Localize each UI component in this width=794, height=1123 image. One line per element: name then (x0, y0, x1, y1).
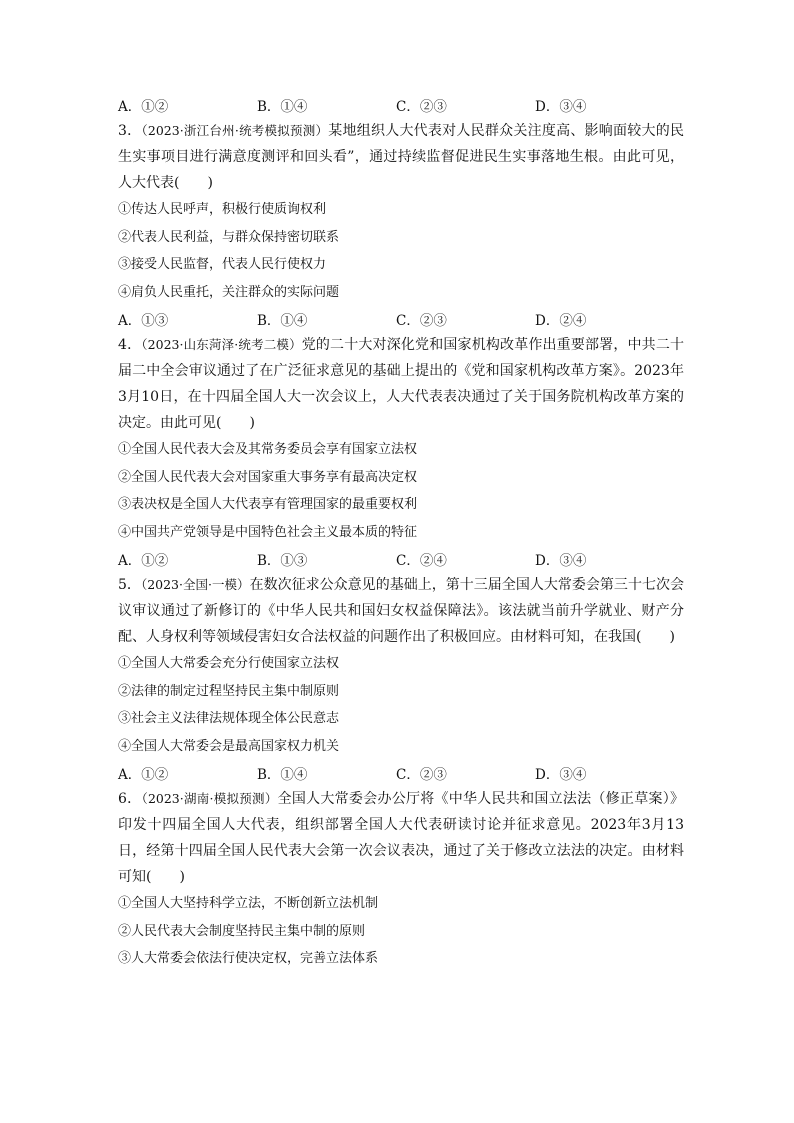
question-stem (118, 572, 684, 650)
choice-a[interactable]: A．①② (118, 553, 169, 569)
exam-page (118, 92, 684, 973)
option-3: ③人大常委会依法行使决定权，完善立法体系 (118, 951, 379, 966)
choice-d[interactable]: D．②④ (535, 313, 587, 329)
choice-c[interactable]: C．②④ (396, 553, 447, 569)
question-6 (118, 786, 684, 973)
question-text: 党的二十大对深化党和国家机构改革作出重要部署，中共二十届二中全会审议通过了在广泛征求意见的基础上提出的《党和国家机构改革方案》。2023年3月10日，在十四届全国人大一次会议上，人大代表表决通过了关于国务院机构改革方案的决定。由此可见( ) (118, 337, 684, 431)
choice-a[interactable]: A．①② (118, 767, 169, 783)
option-3: ③社会主义法律法规体现全体公民意志 (118, 711, 340, 726)
question-number: 5． (118, 577, 141, 593)
choice-b[interactable]: B．①④ (257, 767, 308, 783)
choice-b[interactable]: B．①③ (257, 553, 308, 569)
choice-b[interactable]: B．①④ (257, 313, 308, 329)
option-2: ②全国人民代表大会对国家重大事务享有最高决定权 (118, 469, 418, 485)
option-1: ①传达人民呼声，积极行使质询权利 (118, 202, 327, 217)
question-5 (118, 572, 684, 786)
choice-d[interactable]: D．③④ (535, 99, 587, 115)
option-1: ①全国人民代表大会及其常务委员会享有国家立法权 (118, 442, 418, 457)
question-stem (118, 118, 684, 196)
option-4: ④肩负人民重托，关注群众的实际问题 (118, 284, 340, 300)
option-4: ④全国人大常委会是最高国家权力机关 (118, 738, 340, 754)
question-number: 6． (118, 791, 142, 807)
q5-choices (118, 760, 684, 786)
question-3 (118, 118, 684, 332)
q2-choices (118, 92, 684, 118)
choice-d[interactable]: D．③④ (535, 553, 587, 569)
option-1: ①全国人大坚持科学立法，不断创新立法机制 (118, 896, 379, 911)
question-text: 在数次征求公众意见的基础上，第十三届全国人大常委会第三十七次会议审议通过了新修订的《中华人民共和国妇女权益保障法》。该法就当前升学就业、财产分配、人身权利等领域侵害妇女合法权益的问题作出了积极回应。由材料可知，在我国( ) (118, 577, 684, 645)
question-source: （2023·全国·一模） (140, 577, 250, 592)
option-1: ①全国人大常委会充分行使国家立法权 (118, 656, 340, 671)
q4-choices (118, 546, 684, 572)
question-text: 某地组织人大代表对人民群众关注度高、影响面较大的民生实事项目进行满意度测评和回头看”，通过持续监督促进民生实事落地生根。由此可见，人大代表( ) (118, 123, 684, 191)
choice-c[interactable]: C．②③ (396, 767, 447, 783)
question-4 (118, 332, 684, 572)
question-stem (118, 786, 684, 890)
choice-a[interactable]: A．①② (118, 99, 169, 115)
option-2: ②代表人民利益，与群众保持密切联系 (118, 229, 340, 245)
option-3: ③表决权是全国人大代表享有管理国家的最重要权利 (118, 497, 418, 512)
choice-c[interactable]: C．②③ (396, 313, 447, 329)
choice-a[interactable]: A．①③ (118, 313, 169, 329)
choice-d[interactable]: D．③④ (535, 767, 587, 783)
question-source: （2023·浙江台州·统考模拟预测） (141, 123, 329, 138)
question-source: （2023·湖南·模拟预测） (141, 791, 278, 806)
option-2: ②人民代表大会制度坚持民主集中制的原则 (118, 923, 366, 939)
option-3: ③接受人民监督，代表人民行使权力 (118, 257, 327, 272)
q3-choices (118, 306, 684, 332)
question-number: 4． (118, 337, 142, 353)
question-source: （2023·山东菏泽·统考二模） (141, 337, 302, 352)
question-stem (118, 332, 684, 436)
choice-b[interactable]: B．①④ (257, 99, 308, 115)
option-2: ②法律的制定过程坚持民主集中制原则 (118, 683, 340, 699)
choice-c[interactable]: C．②③ (396, 99, 447, 115)
option-4: ④中国共产党领导是中国特色社会主义最本质的特征 (118, 524, 418, 540)
question-text: 全国人大常委会办公厅将《中华人民共和国立法法（修正草案）》印发十四届全国人大代表，组织部署全国人大代表研读讨论并征求意见。2023年3月13日，经第十四届全国人民代表大会第一次会议表决，通过了关于修改立法法的决定。由材料可知( ) (118, 791, 684, 885)
question-number: 3． (118, 123, 142, 139)
